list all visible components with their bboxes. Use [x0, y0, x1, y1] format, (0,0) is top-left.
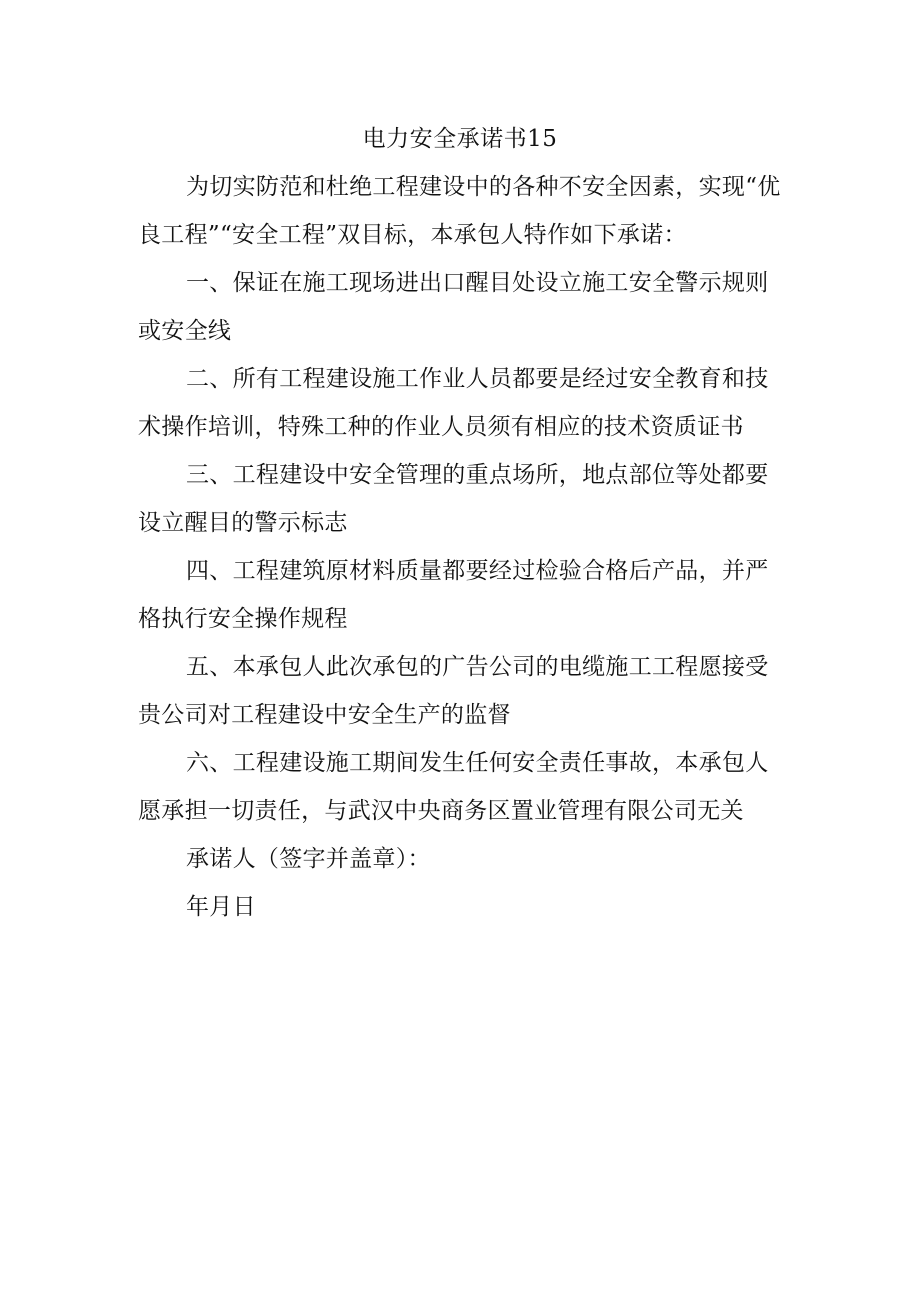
date-line: 年月日 — [186, 894, 256, 920]
commitment-item-6: 六、工程建设施工期间发生任何安全责任事故，本承包人愿承担一切责任，与武汉中央商务区置业管理有限公司无关 — [138, 750, 769, 824]
signature-line: 承诺人（签字并盖章）： — [186, 846, 431, 872]
commitment-item-1: 一、保证在施工现场进出口醒目处设立施工安全警示规则或安全线 — [138, 270, 769, 344]
commitment-item-4: 四、工程建筑原材料质量都要经过检验合格后产品，并严格执行安全操作规程 — [138, 558, 769, 632]
commitment-item-5: 五、本承包人此次承包的广告公司的电缆施工工程愿接受贵公司对工程建设中安全生产的监督 — [138, 654, 769, 728]
commitment-item-3: 三、工程建设中安全管理的重点场所，地点部位等处都要设立醒目的警示标志 — [138, 462, 769, 536]
intro-paragraph: 为切实防范和杜绝工程建设中的各种不安全因素，实现“优良工程”“安全工程”双目标，本承包人特作如下承诺： — [138, 174, 781, 248]
commitment-item-2: 二、所有工程建设施工作业人员都要是经过安全教育和技术操作培训，特殊工种的作业人员须有相应的技术资质证书 — [138, 366, 769, 440]
document-title: 电力安全承诺书15 — [362, 126, 558, 152]
